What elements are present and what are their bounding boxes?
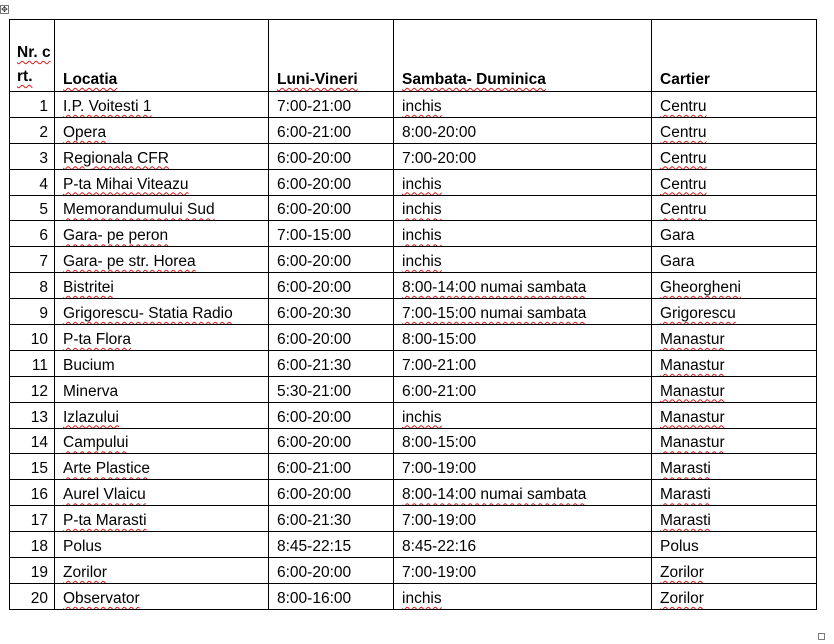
cell-sambata-duminica: 8:00-14:00 numai sambata — [394, 480, 652, 506]
cell-cartier: Centru — [652, 169, 817, 195]
cell-luni-vineri: 6:00-21:30 — [269, 506, 394, 532]
cell-cartier: Grigorescu — [652, 299, 817, 325]
cell-luni-vineri: 6:00-20:00 — [269, 195, 394, 221]
cell-nr: 12 — [10, 376, 55, 402]
cell-sambata-duminica: inchis — [394, 92, 652, 118]
table-body — [10, 92, 817, 610]
table-row — [10, 558, 817, 584]
cell-locatia: Bucium — [55, 350, 269, 376]
cell-sambata-duminica: 8:00-14:00 numai sambata — [394, 273, 652, 299]
table-row — [10, 273, 817, 299]
cell-cartier: Centru — [652, 117, 817, 143]
schedule-table — [9, 19, 817, 610]
table-resize-handle[interactable] — [818, 633, 825, 640]
cell-nr: 19 — [10, 558, 55, 584]
cell-luni-vineri: 6:00-20:00 — [269, 325, 394, 351]
cell-sambata-duminica: inchis — [394, 221, 652, 247]
table-row — [10, 428, 817, 454]
table-row — [10, 325, 817, 351]
cell-luni-vineri: 6:00-21:00 — [269, 454, 394, 480]
cell-locatia: Arte Plastice — [55, 454, 269, 480]
header-locatia: Locatia — [55, 20, 269, 92]
cell-sambata-duminica: 8:00-15:00 — [394, 325, 652, 351]
cell-nr: 15 — [10, 454, 55, 480]
cell-luni-vineri: 6:00-20:00 — [269, 247, 394, 273]
table-row — [10, 169, 817, 195]
cell-cartier: Marasti — [652, 454, 817, 480]
cell-luni-vineri: 8:45-22:15 — [269, 532, 394, 558]
cell-cartier: Manastur — [652, 376, 817, 402]
cell-cartier: Manastur — [652, 325, 817, 351]
cell-cartier: Centru — [652, 92, 817, 118]
table-row — [10, 221, 817, 247]
header-nr-crt: Nr. crt. — [10, 20, 55, 92]
cell-locatia: Aurel Vlaicu — [55, 480, 269, 506]
header-luni-vineri: Luni-Vineri — [269, 20, 394, 92]
cell-cartier: Zorilor — [652, 558, 817, 584]
cell-nr: 20 — [10, 583, 55, 609]
cell-cartier: Gheorgheni — [652, 273, 817, 299]
table-move-handle[interactable] — [0, 5, 9, 14]
cell-locatia: Zorilor — [55, 558, 269, 584]
header-sambata-duminica: Sambata- Duminica — [394, 20, 652, 92]
cell-locatia: Polus — [55, 532, 269, 558]
cell-locatia: Grigorescu- Statia Radio — [55, 299, 269, 325]
cell-cartier: Gara — [652, 221, 817, 247]
cell-sambata-duminica: 7:00-21:00 — [394, 350, 652, 376]
cell-cartier: Marasti — [652, 480, 817, 506]
cell-cartier: Manastur — [652, 402, 817, 428]
cell-sambata-duminica: 8:00-15:00 — [394, 428, 652, 454]
cell-nr: 6 — [10, 221, 55, 247]
table-header-row — [10, 20, 817, 92]
cell-luni-vineri: 6:00-20:00 — [269, 402, 394, 428]
table-row — [10, 480, 817, 506]
header-cartier: Cartier — [652, 20, 817, 92]
cell-sambata-duminica: 7:00-15:00 numai sambata — [394, 299, 652, 325]
cell-nr: 4 — [10, 169, 55, 195]
cell-nr: 17 — [10, 506, 55, 532]
cell-locatia: Bistritei — [55, 273, 269, 299]
cell-sambata-duminica: 8:45-22:16 — [394, 532, 652, 558]
cell-sambata-duminica: 7:00-19:00 — [394, 454, 652, 480]
cell-cartier: Marasti — [652, 506, 817, 532]
cell-locatia: Izlazului — [55, 402, 269, 428]
table-row — [10, 454, 817, 480]
cell-nr: 10 — [10, 325, 55, 351]
cell-sambata-duminica: 8:00-20:00 — [394, 117, 652, 143]
cell-cartier: Manastur — [652, 428, 817, 454]
cell-locatia: I.P. Voitesti 1 — [55, 92, 269, 118]
cell-nr: 9 — [10, 299, 55, 325]
cell-nr: 2 — [10, 117, 55, 143]
cell-locatia: Regionala CFR — [55, 143, 269, 169]
cell-nr: 13 — [10, 402, 55, 428]
cell-nr: 1 — [10, 92, 55, 118]
cell-locatia: P-ta Flora — [55, 325, 269, 351]
cell-luni-vineri: 6:00-20:00 — [269, 428, 394, 454]
cell-luni-vineri: 7:00-21:00 — [269, 92, 394, 118]
cell-locatia: Minerva — [55, 376, 269, 402]
cell-luni-vineri: 6:00-20:00 — [269, 558, 394, 584]
cell-locatia: P-ta Mihai Viteazu — [55, 169, 269, 195]
cell-cartier: Polus — [652, 532, 817, 558]
cell-nr: 7 — [10, 247, 55, 273]
table-row — [10, 117, 817, 143]
cell-sambata-duminica: inchis — [394, 195, 652, 221]
cell-sambata-duminica: 6:00-21:00 — [394, 376, 652, 402]
cell-luni-vineri: 6:00-20:30 — [269, 299, 394, 325]
cell-luni-vineri: 6:00-20:00 — [269, 143, 394, 169]
cell-locatia: Gara- pe peron — [55, 221, 269, 247]
cell-nr: 16 — [10, 480, 55, 506]
cell-nr: 3 — [10, 143, 55, 169]
cell-cartier: Centru — [652, 195, 817, 221]
cell-luni-vineri: 6:00-21:30 — [269, 350, 394, 376]
cell-cartier: Manastur — [652, 350, 817, 376]
table-row — [10, 247, 817, 273]
table-row — [10, 195, 817, 221]
table-row — [10, 143, 817, 169]
cell-locatia: P-ta Marasti — [55, 506, 269, 532]
move-icon: ✥ — [1, 5, 8, 14]
cell-cartier: Gara — [652, 247, 817, 273]
table-row — [10, 299, 817, 325]
cell-locatia: Observator — [55, 583, 269, 609]
table-row — [10, 532, 817, 558]
cell-nr: 8 — [10, 273, 55, 299]
cell-sambata-duminica: 7:00-19:00 — [394, 558, 652, 584]
cell-luni-vineri: 6:00-20:00 — [269, 169, 394, 195]
cell-sambata-duminica: inchis — [394, 169, 652, 195]
cell-sambata-duminica: inchis — [394, 583, 652, 609]
cell-nr: 14 — [10, 428, 55, 454]
cell-cartier: Centru — [652, 143, 817, 169]
cell-locatia: Memorandumului Sud — [55, 195, 269, 221]
cell-luni-vineri: 6:00-20:00 — [269, 480, 394, 506]
cell-nr: 5 — [10, 195, 55, 221]
table-row — [10, 583, 817, 609]
cell-sambata-duminica: 7:00-20:00 — [394, 143, 652, 169]
cell-luni-vineri: 6:00-21:00 — [269, 117, 394, 143]
table-row — [10, 402, 817, 428]
cell-locatia: Gara- pe str. Horea — [55, 247, 269, 273]
cell-luni-vineri: 8:00-16:00 — [269, 583, 394, 609]
cell-luni-vineri: 5:30-21:00 — [269, 376, 394, 402]
cell-luni-vineri: 6:00-20:00 — [269, 273, 394, 299]
table-row — [10, 506, 817, 532]
table-row — [10, 92, 817, 118]
cell-cartier: Zorilor — [652, 583, 817, 609]
table-row — [10, 376, 817, 402]
table-row — [10, 350, 817, 376]
cell-sambata-duminica: 7:00-19:00 — [394, 506, 652, 532]
cell-nr: 11 — [10, 350, 55, 376]
cell-sambata-duminica: inchis — [394, 247, 652, 273]
cell-sambata-duminica: inchis — [394, 402, 652, 428]
cell-nr: 18 — [10, 532, 55, 558]
cell-locatia: Campului — [55, 428, 269, 454]
cell-locatia: Opera — [55, 117, 269, 143]
cell-luni-vineri: 7:00-15:00 — [269, 221, 394, 247]
